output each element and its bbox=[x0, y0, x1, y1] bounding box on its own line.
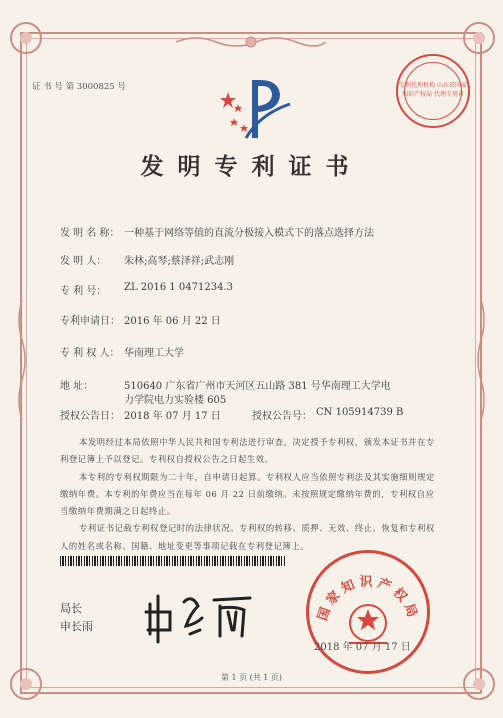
address-line1: 510640 广东省广州市天河区五山路 381 号华南理工大学电 bbox=[124, 381, 391, 392]
certificate-body bbox=[60, 434, 440, 555]
grant-date: 2018 年 07 月 17 日 bbox=[124, 411, 221, 422]
barcode bbox=[60, 556, 286, 566]
invention-name-label: 发 明 名 称： bbox=[60, 228, 120, 239]
corner-ornament bbox=[10, 22, 42, 54]
grant-no: CN 105914739 B bbox=[316, 407, 404, 418]
invention-name: 一种基于网络等值的直流分极接入模式下的落点选择方法 bbox=[124, 228, 374, 239]
patentee-label: 专 利 权 人： bbox=[60, 348, 120, 359]
address-label: 地 址： bbox=[60, 381, 94, 392]
patent-office-logo bbox=[200, 74, 300, 144]
page-number: 第 1 页 (共 1 页) bbox=[220, 673, 283, 682]
inventors: 朱林;高琴;蔡泽祥;武志刚 bbox=[124, 256, 235, 267]
body-paragraph: 本专利的专利权期限为二十年，自申请日起算。专利权人应当依照专利法及其实施细则规定缴纳年费。本专利的年费应当在每年 06 月 22 日前缴纳。未按照规定缴纳年费的，专利权自应当缴纳年费期满之日起终止。 bbox=[60, 471, 435, 517]
seal-text: 国家知识产权局 bbox=[315, 575, 421, 623]
grant-no-label: 授权公告号： bbox=[252, 411, 312, 422]
office-seal bbox=[306, 550, 430, 674]
patent-no-label: 专 利 号： bbox=[60, 286, 107, 297]
patent-no: ZL 2016 1 0471234.3 bbox=[124, 282, 234, 293]
right-ornament bbox=[475, 300, 487, 420]
seal-date: 2018 年 07 月 17 日 bbox=[314, 642, 411, 653]
agency-seal: 专利代理机构 山东省国家知识产权局 代理专用章 bbox=[396, 54, 470, 128]
certificate-number: 证 书 号 第 3000825 号 bbox=[32, 82, 126, 92]
director-signature bbox=[140, 584, 260, 644]
body-paragraph: 本发明经过本局依照中华人民共和国专利法进行审查，决定授予专利权，颁发本证书并在专利登记簿上予以登记。专利权自授权公告之日起生效。 bbox=[60, 437, 435, 465]
director-title: 局长 bbox=[60, 602, 82, 615]
corner-ornament bbox=[463, 22, 495, 54]
top-ornament bbox=[176, 34, 326, 50]
filing-date: 2016 年 06 月 22 日 bbox=[124, 316, 221, 327]
left-ornament bbox=[16, 300, 28, 420]
patentee: 华南理工大学 bbox=[124, 348, 184, 359]
body-paragraph: 专利证书记载专利权登记时的法律状况。专利权的转移、质押、无效、终止、恢复和专利权人的姓名或名称、国籍、地址变更等事项记载在专利登记簿上。 bbox=[60, 523, 435, 551]
certificate-title: 发明专利证书 bbox=[140, 153, 363, 180]
grant-date-label: 授权公告日： bbox=[60, 411, 120, 422]
inventors-label: 发 明 人： bbox=[60, 256, 107, 267]
director-name: 申长雨 bbox=[60, 620, 93, 633]
address-line2: 力学院电力实验楼 605 bbox=[124, 395, 227, 406]
filing-date-label: 专利申请日： bbox=[60, 316, 120, 327]
